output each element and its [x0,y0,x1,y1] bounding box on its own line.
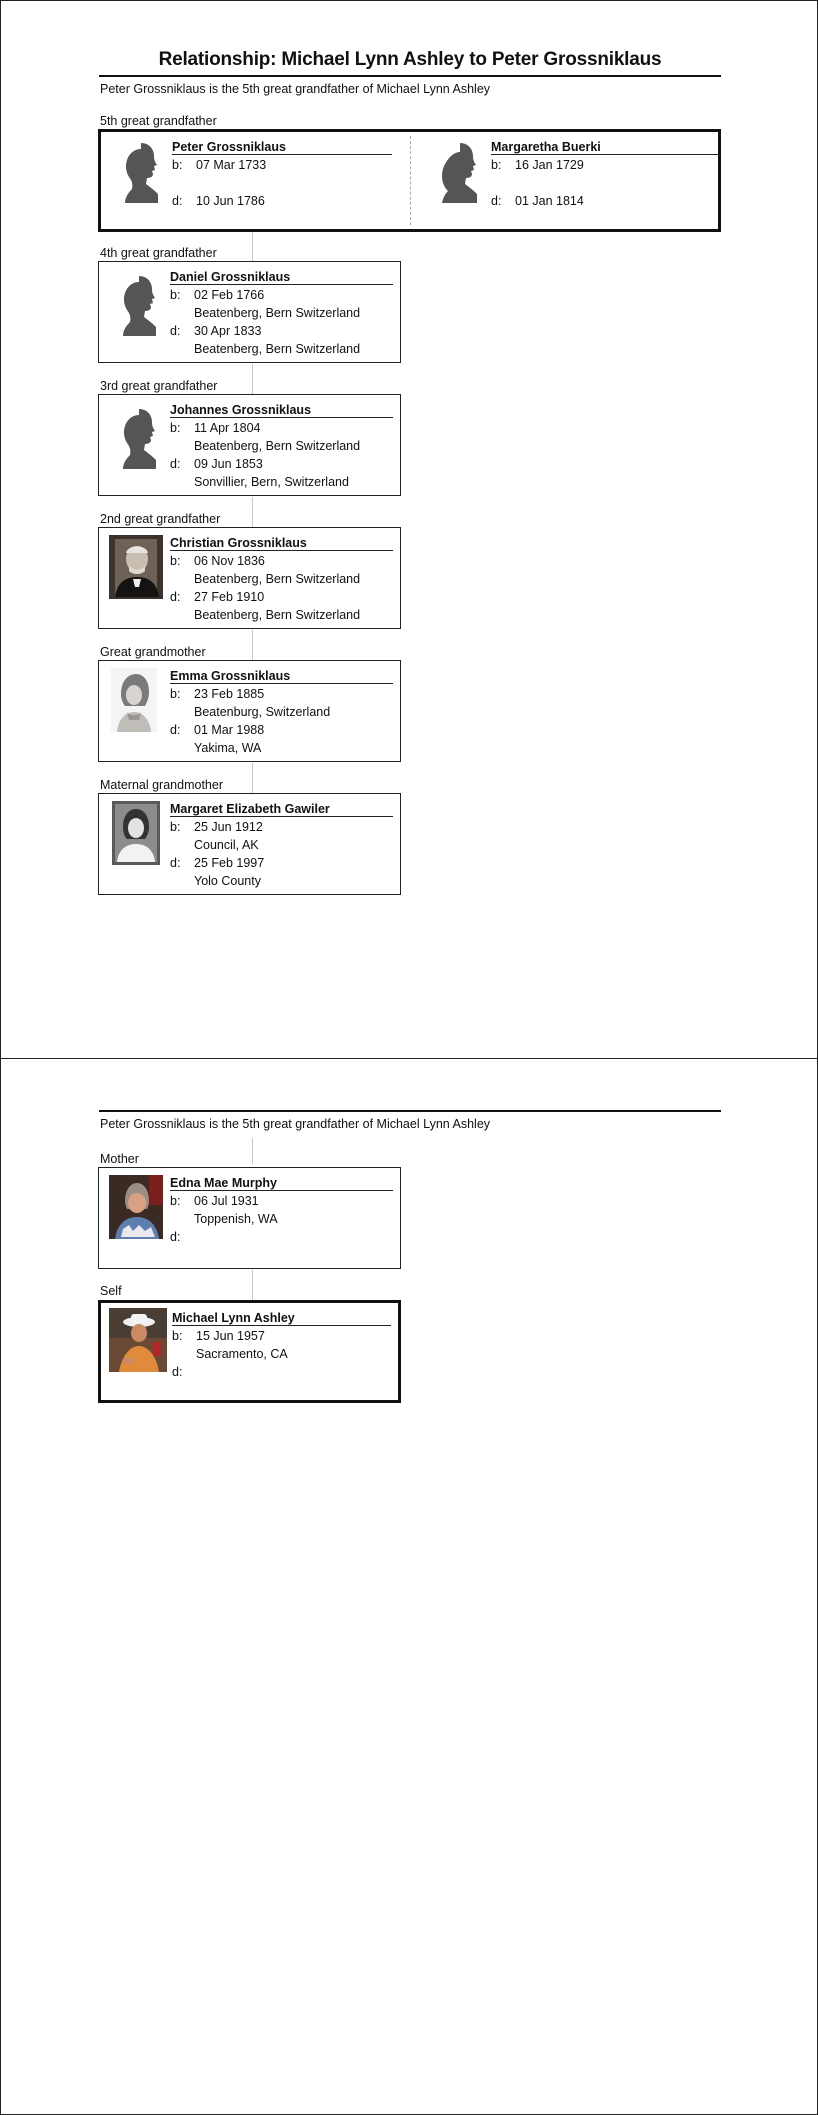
relationship-summary: Peter Grossniklaus is the 5th great grandfather of Michael Lynn Ashley [100,82,491,96]
birth-row [491,158,584,172]
person-name: Daniel Grossniklaus [170,270,393,285]
birth-row [170,1194,259,1208]
person-name: Margaretha Buerki [491,140,719,155]
born-key: b: [170,820,181,834]
birth-date: 15 Jun 1957 [196,1329,265,1343]
birth-date: 07 Mar 1733 [196,158,267,172]
death-row [172,1365,196,1379]
person-name: Christian Grossniklaus [170,536,393,551]
header-rule [99,1110,721,1112]
birth-place: Beatenberg, Bern Switzerland [194,439,361,453]
death-date: 01 Jan 1814 [515,194,584,208]
person-card[interactable] [98,660,401,762]
death-row [170,856,264,870]
generation-label: 2nd great grandfather [100,512,221,526]
birth-row [170,288,264,302]
portrait-photo [112,801,160,865]
connector-line [252,497,253,527]
birth-row [170,687,264,701]
died-key: d: [172,194,183,208]
died-key: d: [170,590,181,604]
death-date: 25 Feb 1997 [194,856,265,870]
connector-line [252,1138,253,1164]
couple-divider [410,136,411,225]
person-name: Michael Lynn Ashley [172,1311,391,1326]
birth-place: Beatenberg, Bern Switzerland [194,572,361,586]
relationship-summary: Peter Grossniklaus is the 5th great grandfather of Michael Lynn Ashley [100,1117,491,1131]
born-key: b: [172,158,183,172]
died-key: d: [170,324,181,338]
birth-place: Council, AK [194,838,259,852]
born-key: b: [170,1194,181,1208]
portrait-photo [109,1308,167,1372]
person-card[interactable] [98,394,401,496]
connector-line [252,763,253,793]
generation-label: Great grandmother [100,645,206,659]
born-key: b: [170,421,181,435]
died-key: d: [170,457,181,471]
person-name: Emma Grossniklaus [170,669,393,684]
died-key: d: [172,1365,183,1379]
birth-date: 06 Nov 1836 [194,554,265,568]
birth-date: 06 Jul 1931 [194,1194,259,1208]
birth-place: Sacramento, CA [196,1347,288,1361]
death-date: 01 Mar 1988 [194,723,265,737]
generation-label: Self [100,1284,122,1298]
generation-label: 4th great grandfather [100,246,217,260]
male-silhouette-icon [109,272,163,336]
connector-line [252,231,253,261]
death-place: Beatenberg, Bern Switzerland [194,342,361,356]
birth-date: 11 Apr 1804 [194,421,261,435]
death-row [491,194,584,208]
born-key: b: [172,1329,183,1343]
connector-line [252,1270,253,1300]
death-row [170,723,264,737]
birth-place: Beatenburg, Switzerland [194,705,331,719]
title-rule [99,75,721,77]
death-row [170,1230,194,1244]
death-place: Yolo County [194,874,261,888]
person-name: Peter Grossniklaus [172,140,392,155]
death-date: 27 Feb 1910 [194,590,265,604]
death-date: 09 Jun 1853 [194,457,263,471]
report-title: Relationship: Michael Lynn Ashley to Peter Grossniklaus [158,49,662,70]
died-key: d: [170,1230,181,1244]
person-card-self[interactable] [98,1300,401,1403]
person-name: Margaret Elizabeth Gawiler [170,802,393,817]
person-card[interactable] [98,1167,401,1269]
person-card-couple[interactable] [98,129,721,232]
male-silhouette-icon [109,405,163,469]
connector-line [252,630,253,660]
death-place: Yakima, WA [194,741,262,755]
report-page-2 [0,1058,818,2115]
born-key: b: [170,554,181,568]
female-silhouette-icon [430,139,484,203]
death-row [170,324,261,338]
birth-date: 16 Jan 1729 [515,158,584,172]
generation-label: 5th great grandfather [100,114,217,128]
death-place: Beatenberg, Bern Switzerland [194,608,361,622]
portrait-photo [109,1175,163,1239]
portrait-photo [109,535,163,599]
portrait-photo [111,668,157,732]
death-row [172,194,265,208]
death-row [170,590,264,604]
birth-row [170,554,265,568]
generation-label: 3rd great grandfather [100,379,218,393]
death-date: 10 Jun 1786 [196,194,265,208]
death-row [170,457,263,471]
born-key: b: [491,158,502,172]
birth-row [170,820,263,834]
person-name: Johannes Grossniklaus [170,403,393,418]
born-key: b: [170,288,181,302]
birth-place: Beatenberg, Bern Switzerland [194,306,361,320]
birth-row [172,1329,265,1343]
generation-label: Maternal grandmother [100,778,223,792]
person-name: Edna Mae Murphy [170,1176,393,1191]
person-margaretha-buerki[interactable] [420,132,723,229]
birth-date: 02 Feb 1766 [194,288,265,302]
generation-label: Mother [100,1152,139,1166]
birth-place: Toppenish, WA [194,1212,278,1226]
birth-date: 23 Feb 1885 [194,687,265,701]
person-card[interactable] [98,261,401,363]
birth-row [172,158,266,172]
birth-row [170,421,261,435]
birth-date: 25 Jun 1912 [194,820,263,834]
died-key: d: [170,856,181,870]
connector-line [252,364,253,394]
death-place: Sonvillier, Bern, Switzerland [194,475,349,489]
born-key: b: [170,687,181,701]
male-silhouette-icon [111,139,165,203]
died-key: d: [491,194,502,208]
died-key: d: [170,723,181,737]
death-date: 30 Apr 1833 [194,324,262,338]
person-card[interactable] [98,793,401,895]
person-peter-grossniklaus[interactable] [101,132,404,229]
person-card[interactable] [98,527,401,629]
